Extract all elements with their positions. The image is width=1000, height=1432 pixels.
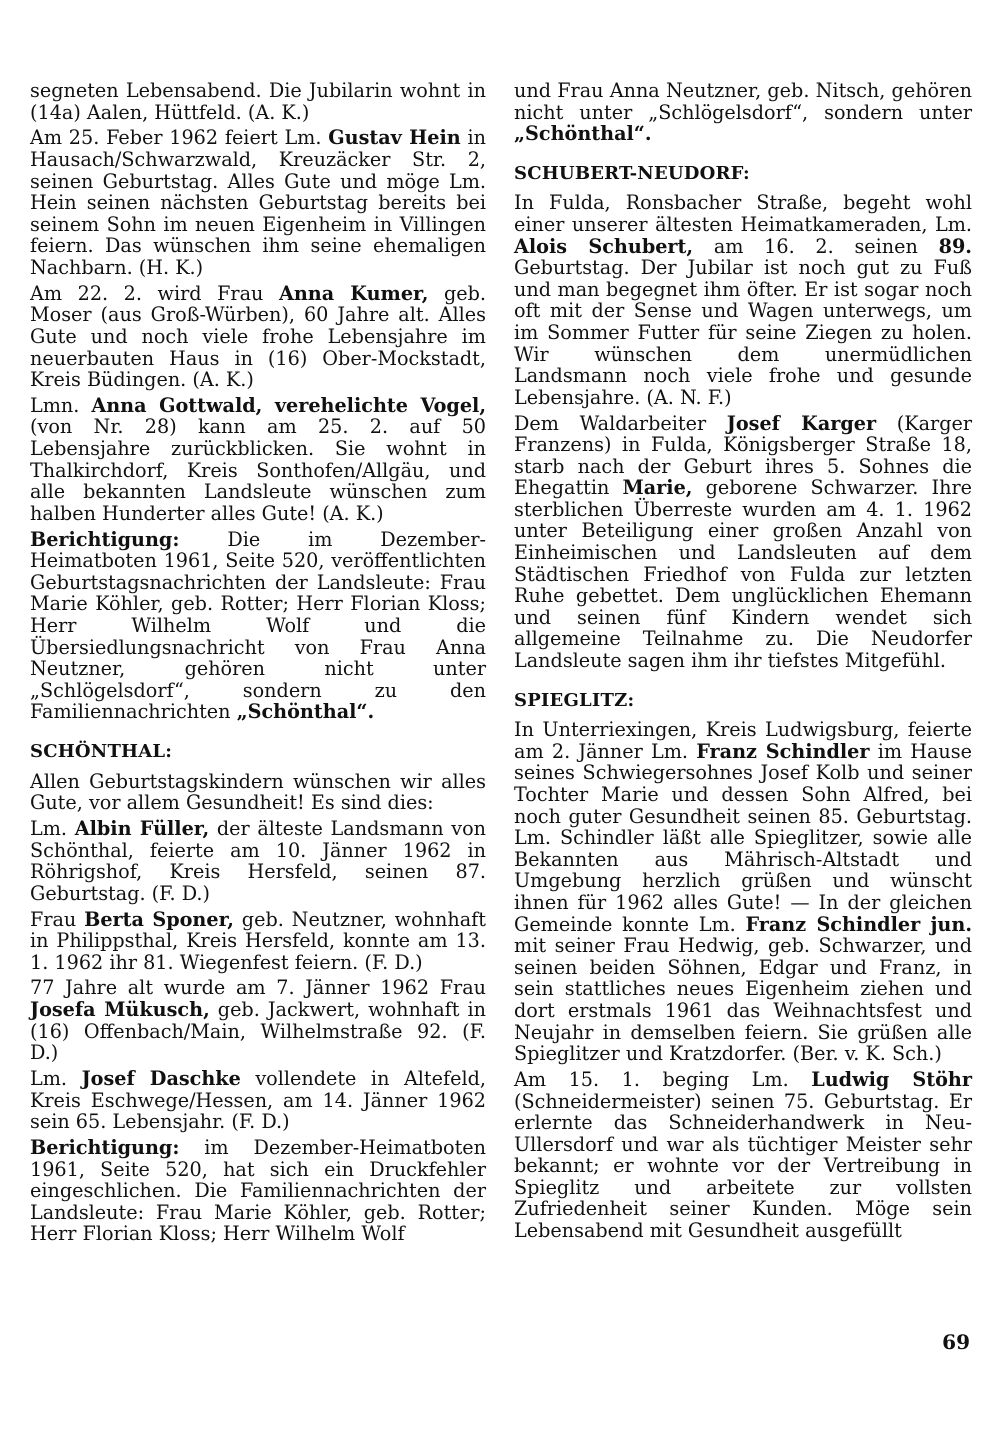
section-heading: SPIEGLITZ: <box>514 689 635 711</box>
paragraph <box>30 529 486 723</box>
bold-run: Josef Daschke <box>81 1067 241 1091</box>
paragraph <box>30 909 486 974</box>
text-run: vollendete in Altefeld, Kreis Eschwege/Hessen, am 14. Jänner 1962 sein 65. Lebensjahr. (F. D.) <box>30 1067 486 1134</box>
bold-run: Franz Schindler <box>696 739 870 763</box>
text-run: und Frau Anna Neutzner, geb. Nitsch, gehören nicht unter „Schlögelsdorf“, sondern unter <box>514 79 972 124</box>
section-heading: SCHUBERT-NEUDORF: <box>514 162 750 184</box>
bold-run: Marie, <box>622 476 693 500</box>
text-run: im Dezember-Heimatboten 1961, Seite 520, hat sich ein Druckfehler eingeschlichen. Die Familiennachrichten der Landsleute: Frau Marie Köhler, geb. Rotter; Herr Florian Kloss; Herr Wilhelm Wolf <box>30 1136 486 1246</box>
text-run: geborene Schwarzer. Ihre sterblichen Überreste wurden am 4. 1. 1962 unter Beteiligung einer großen Anzahl von Einheimischen und Landsleuten auf dem Städtischen Friedhof von Fulda zur letzten Ruhe gebettet. Dem unglücklichen Ehemann und seinen fünf Kindern wendet sich allgemeine Teilnahme zu. Die Neudorfer Landsleute sagen ihm ihr tiefstes Mitgefühl. <box>514 476 972 673</box>
text-run: Am 22. 2. wird Frau <box>30 281 279 305</box>
paragraph <box>30 283 486 391</box>
text-run: in Hausach/Schwarzwald, Kreuzäcker Str. 2, seinen Geburtstag. Alles Gute und möge Lm. Hein seinen nächsten Geburtstag bereits bei seinem Sohn im neuen Eigenheim in Villingen feiern. Das wünschen ihm seine ehemaligen Nachbarn. (H. K.) <box>30 126 487 279</box>
paragraph <box>514 719 972 1065</box>
bold-run: Alois Schubert, <box>514 234 694 258</box>
bold-run: Albin Füller, <box>74 816 210 840</box>
bold-run: Berichtigung: <box>30 1136 180 1159</box>
paragraph <box>30 977 486 1063</box>
text-run: Allen Geburtstagskindern wünschen wir alles Gute, vor allem Gesundheit! Es sind dies: <box>30 769 486 815</box>
bold-run: Franz Schindler jun. <box>745 912 973 936</box>
text-run: mit seiner Frau Hedwig, geb. Schwarzer, und seinen beiden Söhnen, Edgar und Franz, in sein stattliches neues Eigenheim ziehen und dort erstmals 1961 das Weihnachtsfest und Neujahr in demselben feiern. Sie grüßen alle Spieglitzer und Kratzdorfer. (Ber. v. K. Sch.) <box>514 934 972 1066</box>
paragraph <box>30 818 486 904</box>
bold-run: Berta Sponer, <box>84 907 234 931</box>
text-run: (Karger Franzens) in Fulda, Königsberger Straße 18, starb nach der Geburt ihres 5. Sohnes die Ehegattin <box>514 411 973 500</box>
left-column <box>30 80 486 1249</box>
text-run: Am 15. 1. beging Lm. <box>514 1067 812 1091</box>
text-run: Lmn. <box>30 393 92 417</box>
text-run: im Hause seines Schwiegersohnes Josef Kolb und seiner Tochter Marie und dessen Sohn Alfred, bei noch guter Gesundheit seinen 85. Geburtstag. Lm. Schindler läßt alle Spieglitzer, sowie alle Bekannten aus Mährisch-Altstadt und Umgebung herzlich grüßen und wünscht ihnen für 1962 alles Gute! — In der gleichen Gemeinde konnte Lm. <box>514 739 972 936</box>
text-run: Lm. <box>30 816 75 840</box>
text-run: geb. Jackwert, wohnhaft in (16) Offenbach/Main, Wilhelmstraße 92. (F. D.) <box>30 998 486 1065</box>
text-run: (Schneidermeister) seinen 75. Geburtstag. Er erlernte das Schneiderhandwerk in Neu-Ullersdorf und war als tüchtiger Meister sehr bekannt; er wohnte vor der Vertreibung in Spieglitz und arbeitete zur vollsten Zufriedenheit seiner Kunden. Möge sein Lebensabend mit Gesundheit ausgefüllt <box>514 1089 972 1243</box>
section-heading: SCHÖNTHAL: <box>30 740 173 762</box>
bold-run: Josef Karger <box>726 411 877 435</box>
text-run: segneten Lebensabend. Die Jubilarin wohnt in (14a) Aalen, Hüttfeld. (A. K.) <box>30 79 486 124</box>
bold-run: Anna Kumer, <box>278 281 429 305</box>
bold-run: Gustav Hein <box>328 126 461 150</box>
bold-run: „Schönthal“. <box>514 122 652 146</box>
paragraph <box>514 1069 972 1242</box>
bold-run: Berichtigung: <box>30 527 180 551</box>
paragraph <box>30 771 486 814</box>
bold-run: Anna Gottwald, verehelichte Vogel, <box>91 393 486 417</box>
text-run: am 16. 2. seinen <box>693 234 939 258</box>
paragraph <box>514 192 972 408</box>
paragraph <box>30 127 486 278</box>
paragraph <box>514 413 972 672</box>
text-run: Am 25. Feber 1962 feiert Lm. <box>30 126 329 150</box>
bold-run: 89. <box>938 234 972 258</box>
text-run: Die im Dezember-Heimatboten 1961, Seite 520, veröffentlichten Geburtstagsnachrichten der Landsleute: Frau Marie Köhler, geb. Rotter; Herr Florian Kloss; Herr Wilhelm Wolf und die Übersiedlungsnachricht von Frau Anna Neutzner, gehören nicht unter „Schlögelsdorf“, sondern zu den Familiennachrichten <box>30 527 486 724</box>
text-run: Dem Waldarbeiter <box>514 411 727 435</box>
paragraph <box>30 1068 486 1133</box>
text-run: In Fulda, Ronsbacher Straße, begeht wohl einer unserer ältesten Heimatkameraden, Lm. <box>514 191 972 236</box>
text-run: In Unterriexingen, Kreis Ludwigsburg, feierte am 2. Jänner Lm. <box>514 718 972 763</box>
bold-run: Ludwig Stöhr <box>811 1067 972 1091</box>
text-run: der älteste Landsmann von Schönthal, feierte am 10. Jänner 1962 in Röhrigshof, Kreis Hersfeld, seinen 87. Geburtstag. (F. D.) <box>30 816 486 905</box>
text-run: Geburtstag. Der Jubilar ist noch gut zu Fuß und man begegnet ihm öfter. Er ist sogar noch oft mit der Sense und Wagen unterwegs, um im Sommer Futter für seine Ziegen zu holen. Wir wünschen dem unermüdlichen Landsmann noch viele frohe und gesunde Lebensjahre. (A. N. F.) <box>514 256 972 409</box>
page-number: 69 <box>942 1330 970 1354</box>
text-run: geb. Neutzner, wohnhaft in Philippsthal, Kreis Hersfeld, konnte am 13. 1. 1962 ihr 81. Wiegenfest feiern. (F. D.) <box>30 907 486 974</box>
bold-run: „Schönthal“. <box>236 700 375 724</box>
paragraph <box>30 1137 486 1245</box>
text-run: (von Nr. 28) kann am 25. 2. auf 50 Lebensjahre zurückblicken. Sie wohnt in Thalkirchdorf, Kreis Sonthofen/Allgäu, und alle bekannten Landsleute wünschen zum halben Hunderter alles Gute! (A. K.) <box>30 415 486 525</box>
bold-run: Josefa Mükusch, <box>30 998 210 1022</box>
paragraph <box>30 80 486 123</box>
right-column <box>514 80 972 1246</box>
paragraph <box>30 395 486 525</box>
paragraph <box>514 80 972 145</box>
text-run: Frau <box>30 907 85 931</box>
text-run: geb. Moser (aus Groß-Würben), 60 Jahre alt. Alles Gute und noch viele frohe Lebensjahre im neuerbauten Haus in (16) Ober-Mockstadt, Kreis Büdingen. (A. K.) <box>30 281 486 392</box>
text-run: Lm. <box>30 1067 82 1091</box>
text-run: 77 Jahre alt wurde am 7. Jänner 1962 Frau <box>30 976 486 1000</box>
